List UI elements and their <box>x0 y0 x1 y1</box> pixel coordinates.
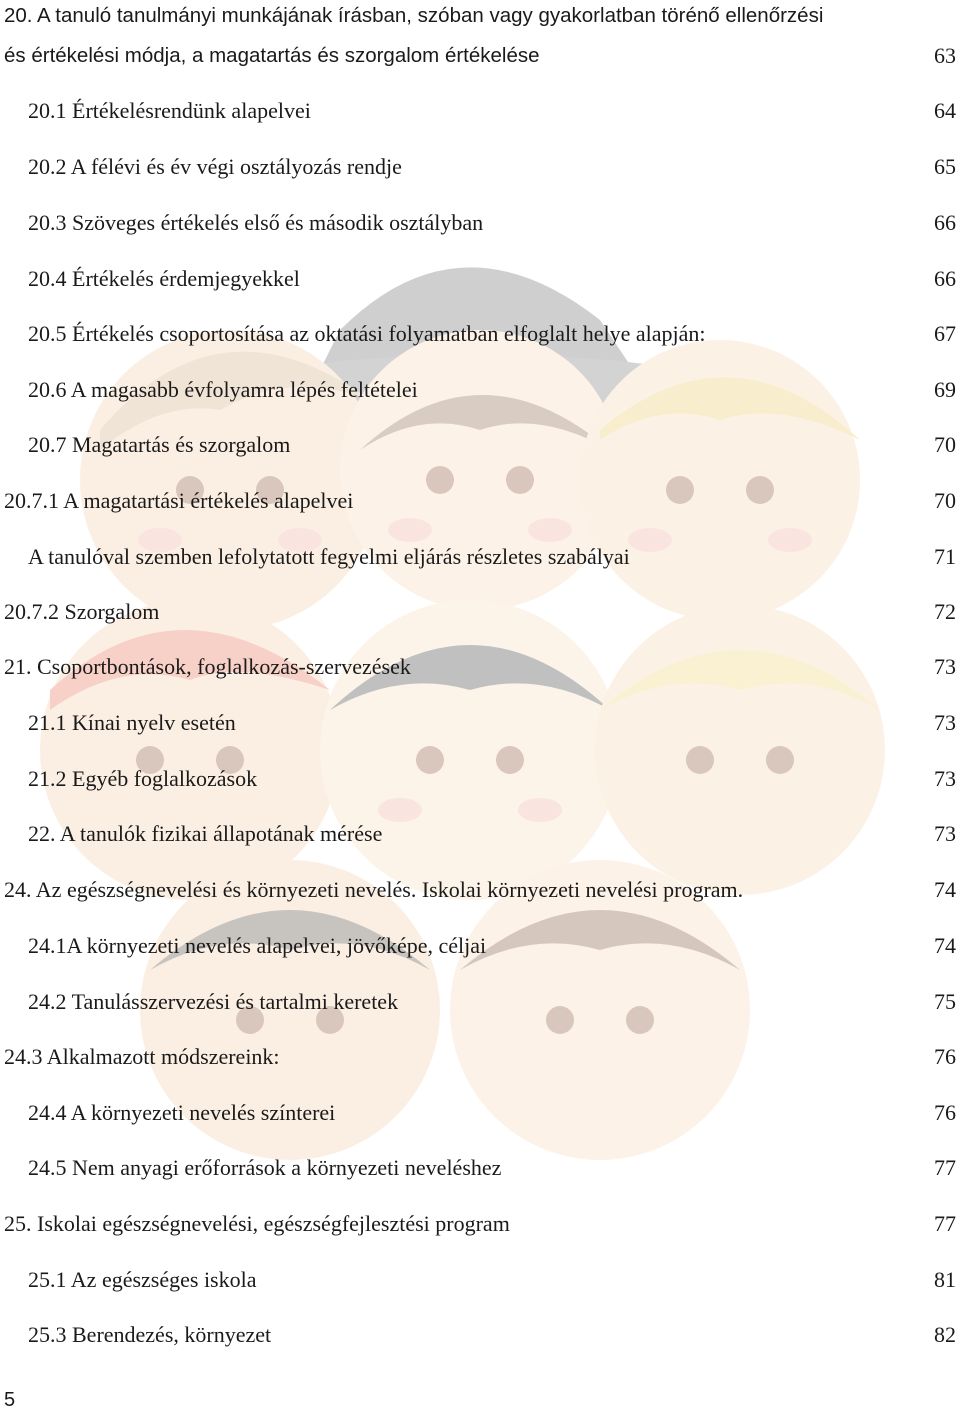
toc-entry-title: 21. Csoportbontások, foglalkozás-szervezések <box>4 654 411 679</box>
toc-entry-title: A tanulóval szemben lefolytatott fegyelmi eljárás részletes szabályai <box>28 544 630 569</box>
toc-entry[interactable] <box>0 1321 960 1349</box>
toc-entry-page: 63 <box>934 43 956 68</box>
toc-entry-title: 22. A tanulók fizikai állapotának mérése <box>28 821 383 846</box>
toc-entry-page: 77 <box>934 1211 956 1236</box>
toc-entry-title: 20.7.2 Szorgalom <box>4 599 160 624</box>
toc-entry-title: 21.2 Egyéb foglalkozások <box>28 766 258 791</box>
toc-entry-page: 66 <box>934 266 956 291</box>
toc-entry-title: 25.3 Berendezés, környezet <box>28 1322 272 1347</box>
toc-entry-title: és értékelési módja, a magatartás és szorgalom értékelése <box>4 44 540 67</box>
toc-entry-page: 77 <box>934 1155 956 1180</box>
toc-entry-page: 81 <box>934 1267 956 1292</box>
toc-entry-title: 20.7.1 A magatartási értékelés alapelvei <box>4 488 354 513</box>
toc-entry[interactable] <box>0 598 960 626</box>
toc-entry-first-line: 20. A tanuló tanulmányi munkájának írásban, szóban vagy gyakorlatban törénő ellenőrzési <box>4 4 824 27</box>
toc-entry-page: 73 <box>934 710 956 735</box>
toc-entry[interactable] <box>0 543 960 571</box>
toc-entry-title: 20.3 Szöveges értékelés első és második osztályban <box>28 210 484 235</box>
toc-entry-page: 65 <box>934 154 956 179</box>
toc-entry[interactable] <box>0 709 960 737</box>
toc-entry-page: 66 <box>934 210 956 235</box>
toc-entry-page: 67 <box>934 321 956 346</box>
toc-entry-page: 74 <box>934 877 956 902</box>
toc-entry-page: 71 <box>934 544 956 569</box>
page-number: 5 <box>4 1389 16 1411</box>
toc-entry-page: 72 <box>934 599 956 624</box>
toc-entry-page: 70 <box>934 488 956 513</box>
toc-entry-title: 20.6 A magasabb évfolyamra lépés feltételei <box>28 377 418 402</box>
toc-entry[interactable] <box>0 988 960 1016</box>
toc-entry[interactable] <box>0 1154 960 1182</box>
toc-entry-page: 76 <box>934 1100 956 1125</box>
toc-entry-title: 20.1 Értékelésrendünk alapelvei <box>28 98 311 123</box>
toc-entry-title: 20.2 A félévi és év végi osztályozás rendje <box>28 154 402 179</box>
toc-entry-title: 25.1 Az egészséges iskola <box>28 1267 257 1292</box>
toc-entry-title: 24. Az egészségnevelési és környezeti nevelés. Iskolai környezeti nevelési program. <box>4 877 744 902</box>
toc-entry-page: 70 <box>934 432 956 457</box>
toc-entry-title: 24.3 Alkalmazott módszereink: <box>4 1044 280 1069</box>
toc-entry[interactable] <box>0 1043 960 1071</box>
toc-entry[interactable] <box>0 153 960 181</box>
toc-entry-title: 20.4 Értékelés érdemjegyekkel <box>28 266 300 291</box>
toc-entry-page: 69 <box>934 377 956 402</box>
toc-entry[interactable] <box>0 653 960 681</box>
toc-entry[interactable] <box>0 42 960 70</box>
toc-entry-title: 24.2 Tanulásszervezési és tartalmi keretek <box>28 989 399 1014</box>
toc-entry-page: 82 <box>934 1322 956 1347</box>
toc-entry-title: 24.1A környezeti nevelés alapelvei, jövőképe, céljai <box>28 933 487 958</box>
toc-entry[interactable] <box>0 97 960 125</box>
toc-entry-page: 74 <box>934 933 956 958</box>
toc-entry-page: 75 <box>934 989 956 1014</box>
toc-entry[interactable] <box>0 1266 960 1294</box>
toc-entry-title: 25. Iskolai egészségnevelési, egészségfejlesztési program <box>4 1211 510 1236</box>
toc-entry[interactable] <box>0 1099 960 1127</box>
toc-entry[interactable] <box>0 376 960 404</box>
toc-entry[interactable] <box>0 932 960 960</box>
toc-entry[interactable] <box>0 765 960 793</box>
toc-entry[interactable] <box>0 876 960 904</box>
toc-entry[interactable] <box>0 487 960 515</box>
toc-entry[interactable] <box>0 431 960 459</box>
toc-entry-title: 24.5 Nem anyagi erőforrások a környezeti neveléshez <box>28 1155 502 1180</box>
toc-entry[interactable] <box>0 320 960 348</box>
toc-entry-page: 73 <box>934 766 956 791</box>
toc-entry[interactable] <box>0 209 960 237</box>
toc-entry[interactable] <box>0 820 960 848</box>
toc-entry-page: 64 <box>934 98 956 123</box>
toc-entry-title: 21.1 Kínai nyelv esetén <box>28 710 236 735</box>
toc-entry-page: 76 <box>934 1044 956 1069</box>
toc-entry-page: 73 <box>934 654 956 679</box>
toc-entry-title: 20.7 Magatartás és szorgalom <box>28 432 291 457</box>
toc-entry[interactable] <box>0 265 960 293</box>
toc-entry-title: 20.5 Értékelés csoportosítása az oktatási folyamatban elfoglalt helye alapján: <box>28 321 706 346</box>
toc-entry[interactable] <box>0 1210 960 1238</box>
toc-entry-title: 24.4 A környezeti nevelés színterei <box>28 1100 336 1125</box>
toc-entry-page: 73 <box>934 821 956 846</box>
